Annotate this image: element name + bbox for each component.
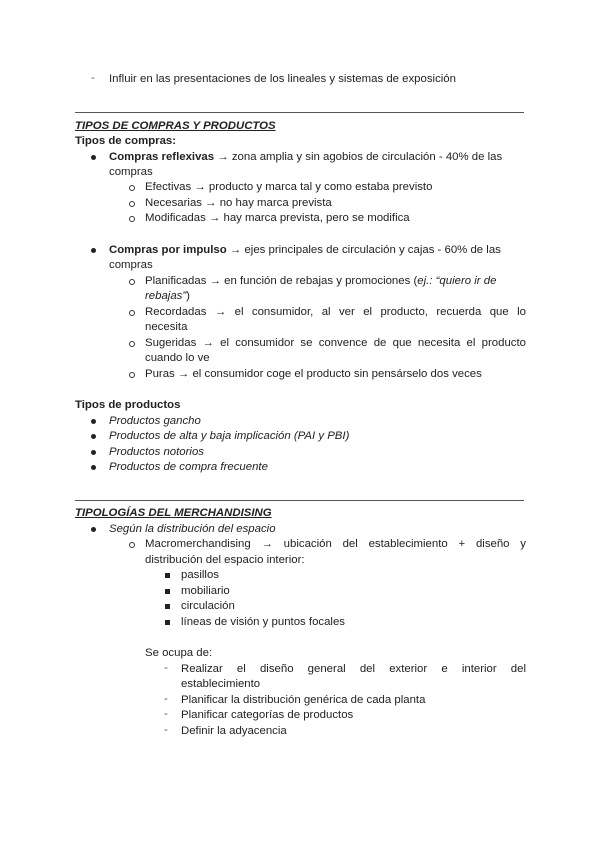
tarea-item: Definir la adyacencia xyxy=(181,725,287,737)
sub-item-modificadas: Modificadas → hay marca prevista, pero se modifica xyxy=(145,212,410,224)
compras-impulso-title: Compras por impulso xyxy=(109,244,227,256)
top-item-text: Influir en las presentaciones de los lineales y sistemas de exposición xyxy=(109,73,456,85)
bullet-circle xyxy=(129,310,135,316)
planificadas-example-cont: rebajas” xyxy=(145,290,187,302)
bullet-dot xyxy=(91,434,96,439)
sub-item-planificadas xyxy=(145,274,496,289)
sub-item-efectivas: Efectivas → producto y marca tal y como estaba previsto xyxy=(145,181,433,193)
sub-item-planificadas-cont xyxy=(145,289,190,304)
compras-impulso-desc-cont: compras xyxy=(109,259,153,271)
bullet-dot xyxy=(91,527,96,532)
section-divider xyxy=(75,500,524,501)
bullet-dot xyxy=(91,419,96,424)
tarea-item: Realizar el diseño general del exterior e interior del xyxy=(181,663,526,675)
producto-item: Productos de alta y baja implicación (PAI y PBI) xyxy=(109,430,350,442)
productos-label: Tipos de productos xyxy=(75,399,181,411)
arrow-glyph: → xyxy=(226,244,245,256)
bullet-circle xyxy=(129,341,135,347)
sub-item-puras: Puras → el consumidor coge el producto sin pensárselo dos veces xyxy=(145,368,482,380)
compras-impulso-desc: ejes principales de circulación y cajas - 60% de las xyxy=(244,244,501,256)
bullet-circle xyxy=(129,542,135,548)
compras-reflexivas-desc-cont: compras xyxy=(109,166,153,178)
dash-bullet: - xyxy=(164,662,168,674)
elemento-item: pasillos xyxy=(181,569,219,581)
compras-reflexivas-line xyxy=(109,150,502,165)
tarea-item: Planificar categorías de productos xyxy=(181,709,354,721)
bullet-circle xyxy=(129,185,135,191)
elemento-item: mobiliario xyxy=(181,585,230,597)
bullet-square xyxy=(165,573,170,578)
sub-item-sugeridas-cont: cuando lo ve xyxy=(145,352,210,364)
elemento-item: líneas de visión y puntos focales xyxy=(181,616,345,628)
tarea-item: Planificar la distribución genérica de cada planta xyxy=(181,694,426,706)
planificadas-text: Planificadas → en función de rebajas y promociones ( xyxy=(145,275,418,287)
compras-reflexivas-title: Compras reflexivas xyxy=(109,151,215,163)
planificadas-example: ej.: “quiero ir de xyxy=(417,275,497,287)
sub-item-recordadas: Recordadas → el consumidor, al ver el producto, recuerda que lo xyxy=(145,306,526,318)
sub-item-necesarias: Necesarias → no hay marca prevista xyxy=(145,197,332,209)
producto-item: Productos notorios xyxy=(109,446,204,458)
bullet-square xyxy=(165,589,170,594)
se-ocupa-label: Se ocupa de: xyxy=(145,647,213,659)
section-heading-tipos: TIPOS DE COMPRAS Y PRODUCTOS xyxy=(75,120,276,132)
bullet-dot xyxy=(91,155,96,160)
bullet-circle xyxy=(129,372,135,378)
criterio-item: Según la distribución del espacio xyxy=(109,523,276,535)
elemento-item: circulación xyxy=(181,600,235,612)
section-heading-tipologias: TIPOLOGÍAS DEL MERCHANDISING xyxy=(75,507,272,519)
bullet-circle xyxy=(129,216,135,222)
tarea-item-cont: establecimiento xyxy=(181,678,261,690)
arrow-glyph: → xyxy=(214,151,232,163)
sub-item-sugeridas: Sugeridas → el consumidor se convence de que necesita el producto xyxy=(145,337,526,349)
bullet-circle xyxy=(129,201,135,207)
planificadas-close: ) xyxy=(186,290,190,302)
sub-item-recordadas-cont: necesita xyxy=(145,321,188,333)
producto-item: Productos de compra frecuente xyxy=(109,461,268,473)
dash-bullet: - xyxy=(164,724,168,736)
dash-bullet: - xyxy=(164,708,168,720)
bullet-dot xyxy=(91,248,96,253)
bullet-square xyxy=(165,620,170,625)
compras-label: Tipos de compras: xyxy=(75,135,177,147)
compras-impulso-line xyxy=(109,243,501,258)
bullet-square xyxy=(165,604,170,609)
compras-reflexivas-desc: zona amplia y sin agobios de circulación - 40% de las xyxy=(231,151,503,163)
macromerchandising-item: Macromerchandising → ubicación del establecimiento + diseño y xyxy=(145,538,526,550)
macromerchandising-item-cont: distribución del espacio interior: xyxy=(145,554,305,566)
bullet-dot xyxy=(91,465,96,470)
dash-bullet: - xyxy=(164,693,168,705)
section-divider xyxy=(75,112,524,113)
bullet-dot xyxy=(91,450,96,455)
producto-item: Productos gancho xyxy=(109,415,201,427)
bullet-circle xyxy=(129,279,135,285)
dash-bullet: - xyxy=(91,72,95,84)
